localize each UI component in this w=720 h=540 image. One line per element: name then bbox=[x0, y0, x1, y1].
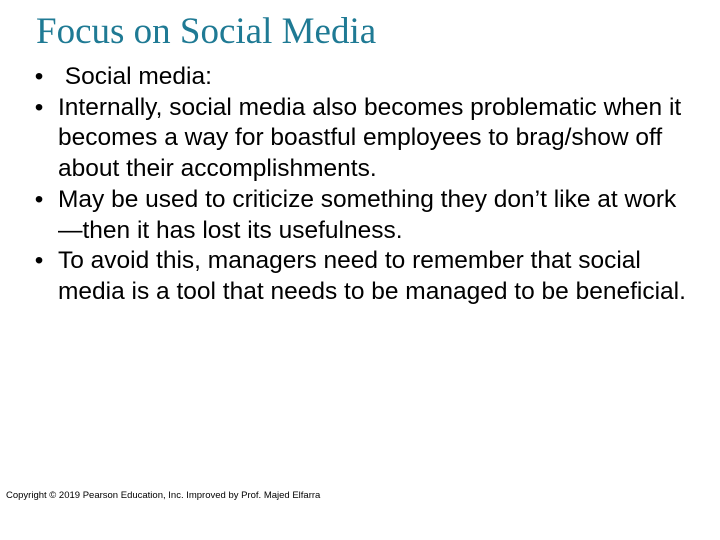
bullet-item-social-media bbox=[28, 62, 698, 93]
bullet-item-internally bbox=[28, 93, 698, 185]
copyright-footer: Copyright © 2019 Pearson Education, Inc. Improved by Prof. Majed Elfarra bbox=[6, 490, 321, 501]
bullet-text: May be used to criticize something they don’t like at work—then it has lost its usefulness. bbox=[58, 185, 677, 244]
bullet-marker: • bbox=[34, 185, 44, 213]
bullet-text: To avoid this, managers need to remember that social media is a tool that needs to be managed to be beneficial. bbox=[58, 247, 686, 305]
slide-title: Focus on Social Media bbox=[36, 11, 377, 52]
bullet-marker: • bbox=[34, 93, 44, 121]
bullet-text: Internally, social media also becomes problematic when it becomes a way for boastful employees to brag/show off about their accomplishments. bbox=[58, 93, 682, 183]
bullet-marker: • bbox=[34, 247, 44, 275]
bullet-marker: • bbox=[34, 63, 44, 90]
bullet-text: Social media: bbox=[58, 63, 212, 90]
bullet-item-avoid bbox=[28, 246, 698, 307]
bullet-list bbox=[28, 62, 698, 308]
bullet-item-criticize bbox=[28, 185, 698, 246]
